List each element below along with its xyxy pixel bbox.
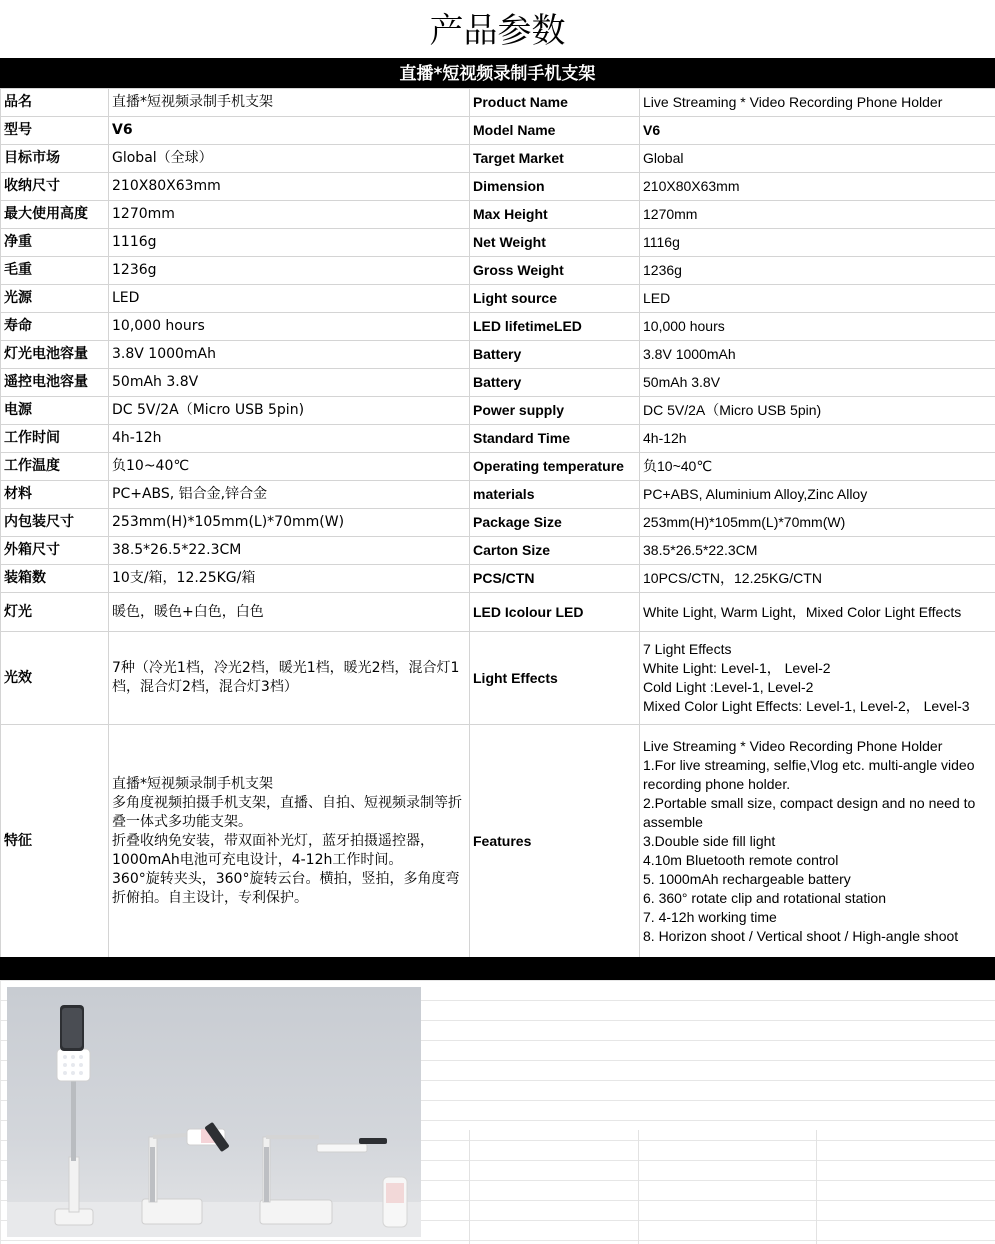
en-label-cell: Max Height [470, 201, 640, 229]
spec-row [1, 145, 995, 173]
en-label-cell: Battery [470, 369, 640, 397]
en-value-cell: 1270mm [640, 201, 995, 229]
zh-label-cell: 灯光电池容量 [1, 341, 109, 369]
zh-value-cell: 1270mm [109, 201, 470, 229]
zh-label-cell: 灯光 [1, 593, 109, 632]
zh-value-cell: 负10~40℃ [109, 453, 470, 481]
grid-column-line [638, 1130, 639, 1244]
spec-row [1, 565, 995, 593]
en-label-cell: materials [470, 481, 640, 509]
spec-row [1, 117, 995, 145]
zh-value-cell: LED [109, 285, 470, 313]
zh-value-cell: 3.8V 1000mAh [109, 341, 470, 369]
spec-row [1, 257, 995, 285]
en-label-cell: Gross Weight [470, 257, 640, 285]
spec-row [1, 341, 995, 369]
table-end-band [0, 957, 995, 980]
zh-label-cell: 装箱数 [1, 565, 109, 593]
zh-value-cell: PC+ABS, 铝合金,锌合金 [109, 481, 470, 509]
zh-label-cell: 材料 [1, 481, 109, 509]
en-value-cell: 1236g [640, 257, 995, 285]
spec-row [1, 481, 995, 509]
spec-row-features [1, 725, 995, 958]
spec-table [0, 88, 995, 958]
zh-label-cell: 工作温度 [1, 453, 109, 481]
zh-value-cell: 50mAh 3.8V [109, 369, 470, 397]
zh-value-cell: 直播*短视频录制手机支架 多角度视频拍摄手机支架，直播、自拍、短视频录制等折叠一体式多功能支架。 折叠收纳免安装，带双面补光灯，蓝牙拍摄遥控器，1000mAh电池可充电设计，4-12h工作时间。 360°旋转夹头，360°旋转云台。横拍，竖拍，多角度弯折俯拍。自主设计，专利保护。 [109, 725, 470, 958]
page-title: 产品参数 [429, 11, 566, 51]
en-label-cell: Dimension [470, 173, 640, 201]
zh-value-cell: 210X80X63mm [109, 173, 470, 201]
zh-value-cell: 1236g [109, 257, 470, 285]
en-label-cell: Light source [470, 285, 640, 313]
grid-column-line [816, 1130, 817, 1244]
zh-value-cell: 10,000 hours [109, 313, 470, 341]
en-value-cell: Global [640, 145, 995, 173]
spec-row [1, 537, 995, 565]
spec-row [1, 509, 995, 537]
zh-value-cell: 38.5*26.5*22.3CM [109, 537, 470, 565]
zh-label-cell: 品名 [1, 89, 109, 117]
en-value-cell: 7 Light Effects White Light: Level-1， Level-2 Cold Light :Level-1, Level-2 Mixed Color Light Effects: Level-1, Level-2， Level-3 [640, 632, 995, 725]
spec-row [1, 89, 995, 117]
en-value-cell: DC 5V/2A（Micro USB 5pin) [640, 397, 995, 425]
spec-row [1, 453, 995, 481]
zh-label-cell: 特征 [1, 725, 109, 958]
phone-holder-illustration [7, 987, 421, 1237]
spec-row-effects [1, 632, 995, 725]
en-value-cell: Live Streaming * Video Recording Phone Holder 1.For live streaming, selfie,Vlog etc. multi-angle video recording phone holder. 2.Portable small size, compact design and no need to assemble 3.Double side fill light 4.10m Bluetooth remote control 5. 1000mAh rechargeable battery 6. 360° rotate clip and rotational station 7. 4-12h working time 8. Horizon shoot / Vertical shoot / High-angle shoot [640, 725, 995, 958]
en-label-cell: PCS/CTN [470, 565, 640, 593]
en-value-cell: V6 [640, 117, 995, 145]
zh-label-cell: 收纳尺寸 [1, 173, 109, 201]
spec-row [1, 313, 995, 341]
zh-label-cell: 工作时间 [1, 425, 109, 453]
en-label-cell: Model Name [470, 117, 640, 145]
en-label-cell: Net Weight [470, 229, 640, 257]
zh-value-cell: 7种（冷光1档，冷光2档，暖光1档，暖光2档，混合灯1档，混合灯2档，混合灯3档） [109, 632, 470, 725]
en-value-cell: 50mAh 3.8V [640, 369, 995, 397]
zh-label-cell: 寿命 [1, 313, 109, 341]
spec-row [1, 425, 995, 453]
zh-label-cell: 光效 [1, 632, 109, 725]
zh-label-cell: 遥控电池容量 [1, 369, 109, 397]
product-title-band: 直播*短视频录制手机支架 [0, 58, 995, 88]
en-value-cell: Live Streaming * Video Recording Phone Holder [640, 89, 995, 117]
zh-value-cell: DC 5V/2A（Micro USB 5pin) [109, 397, 470, 425]
zh-label-cell: 电源 [1, 397, 109, 425]
zh-value-cell: 暖色，暖色+白色，白色 [109, 593, 470, 632]
zh-label-cell: 光源 [1, 285, 109, 313]
zh-label-cell: 型号 [1, 117, 109, 145]
zh-value-cell: 直播*短视频录制手机支架 [109, 89, 470, 117]
zh-label-cell: 最大使用高度 [1, 201, 109, 229]
en-label-cell: Package Size [470, 509, 640, 537]
en-label-cell: Product Name [470, 89, 640, 117]
en-label-cell: Standard Time [470, 425, 640, 453]
zh-label-cell: 目标市场 [1, 145, 109, 173]
zh-label-cell: 内包装尺寸 [1, 509, 109, 537]
zh-value-cell: 1116g [109, 229, 470, 257]
en-value-cell: White Light, Warm Light，Mixed Color Light Effects [640, 593, 995, 632]
en-value-cell: 10,000 hours [640, 313, 995, 341]
en-value-cell: 负10~40℃ [640, 453, 995, 481]
zh-value-cell: 4h-12h [109, 425, 470, 453]
spec-row-light [1, 593, 995, 632]
en-value-cell: 4h-12h [640, 425, 995, 453]
en-label-cell: LED Icolour LED [470, 593, 640, 632]
zh-label-cell: 外箱尺寸 [1, 537, 109, 565]
product-photo [7, 987, 421, 1237]
zh-value-cell: 10支/箱，12.25KG/箱 [109, 565, 470, 593]
en-label-cell: Features [470, 725, 640, 958]
zh-value-cell: V6 [109, 117, 470, 145]
en-value-cell: 253mm(H)*105mm(L)*70mm(W) [640, 509, 995, 537]
en-label-cell: Light Effects [470, 632, 640, 725]
spec-row [1, 285, 995, 313]
en-value-cell: 38.5*26.5*22.3CM [640, 537, 995, 565]
en-label-cell: Operating temperature [470, 453, 640, 481]
en-value-cell: 210X80X63mm [640, 173, 995, 201]
en-label-cell: Target Market [470, 145, 640, 173]
en-label-cell: Carton Size [470, 537, 640, 565]
en-label-cell: Battery [470, 341, 640, 369]
en-label-cell: LED lifetimeLED [470, 313, 640, 341]
spec-row [1, 369, 995, 397]
spec-row [1, 397, 995, 425]
en-value-cell: 3.8V 1000mAh [640, 341, 995, 369]
en-value-cell: 10PCS/CTN，12.25KG/CTN [640, 565, 995, 593]
en-value-cell: 1116g [640, 229, 995, 257]
spec-row [1, 173, 995, 201]
zh-value-cell: Global（全球） [109, 145, 470, 173]
zh-value-cell: 253mm(H)*105mm(L)*70mm(W) [109, 509, 470, 537]
spec-table-body [1, 89, 995, 958]
spec-row [1, 201, 995, 229]
grid-column-line [469, 1130, 470, 1244]
zh-label-cell: 净重 [1, 229, 109, 257]
en-label-cell: Power supply [470, 397, 640, 425]
en-value-cell: PC+ABS, Aluminium Alloy,Zinc Alloy [640, 481, 995, 509]
zh-label-cell: 毛重 [1, 257, 109, 285]
spec-row [1, 229, 995, 257]
en-value-cell: LED [640, 285, 995, 313]
